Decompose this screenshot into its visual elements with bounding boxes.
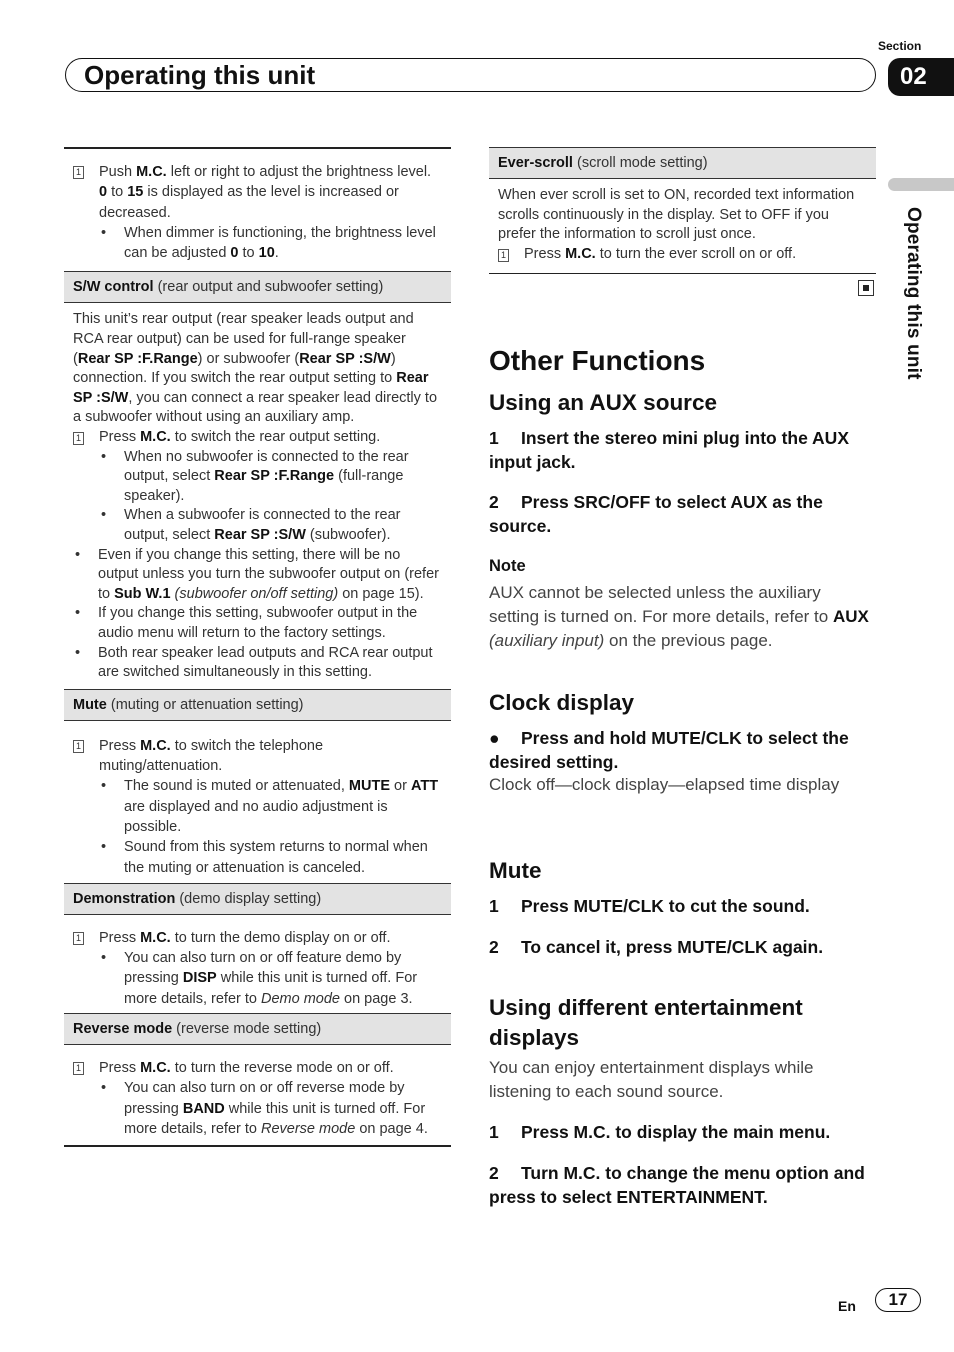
aux-step-1: 1 Insert the stereo mini plug into the AUX input jack.	[489, 428, 849, 472]
list-item: • When no subwoofer is connected to the rear output, select Rear SP :F.Range (full-range speaker).	[99, 448, 442, 507]
bullet-icon: ●	[489, 728, 500, 748]
entertainment-step-2: 2 Turn M.C. to change the menu option and press to select ENTERTAINMENT.	[489, 1163, 865, 1207]
mute-step-2: 2 To cancel it, press MUTE/CLK again.	[489, 937, 824, 957]
language-label: En	[838, 1298, 856, 1314]
list-item: • You can also turn on or off feature demo by pressing DISP while this unit is turned off. For more details, refer to Demo mode on page 3.	[99, 948, 442, 1009]
step-number: 1	[73, 432, 84, 445]
side-tab-label: Operating this unit	[903, 207, 924, 380]
step-number: 1	[73, 1062, 84, 1075]
list-item: • When a subwoofer is connected to the rear output, select Rear SP :S/W (subwoofer).	[99, 506, 442, 545]
demonstration-body: 1 Press M.C. to turn the demo display on or off. • You can also turn on or off feature demo by pressing DISP while this unit is turned off. For more details, refer to Demo mode on page 3.	[64, 915, 451, 1013]
mute-step-1: 1 Press MUTE/CLK to cut the sound.	[489, 896, 810, 916]
list-item: • Both rear speaker lead outputs and RCA rear output are switched simultaneously in this setting.	[73, 644, 442, 683]
left-column	[64, 147, 451, 1147]
list-item: • The sound is muted or attenuated, MUTE or ATT are displayed and no audio adjustment is possible.	[99, 776, 442, 837]
section-label: Section	[878, 39, 922, 53]
sw-control-body: This unit’s rear output (rear speaker leads output and RCA rear output) can be used for full-range speaker (Rear SP :F.Range) or subwoofer (Rear SP :S/W) connection. If you switch the rear output setting to Rear SP :S/W, you can connect a rear speaker lead directly to a subwoofer without using an auxiliary amp. 1 Press M.C. to switch the rear output setting. • When no subwoofer is connected to the rear output, select Rear SP :F.Range (full-range speaker). • When a subwoofer is connected to the rear output, select Rear SP :S/W (subwoofer). • Even if you change this setting, there will be no output unless you turn the subwoofer output on (refer to Sub W.1 (subwoofer on/off setting) on page 15). • If you change this setting, subwoofer output in the audio menu will return to the factory settings. • Both rear speaker lead outputs and RCA rear output are switched simultaneously in this setting.	[64, 303, 451, 688]
reverse-mode-body: 1 Press M.C. to turn the reverse mode on or off. • You can also turn on or off reverse mode by pressing BAND while this unit is turned off. For more details, refer to Reverse mode on page 4.	[64, 1045, 451, 1145]
list-item: • You can also turn on or off reverse mode by pressing BAND while this unit is turned off. For more details, refer to Reverse mode on page 4.	[99, 1078, 442, 1139]
entertainment-step-1: 1 Press M.C. to display the main menu.	[489, 1122, 831, 1142]
aux-step-2: 2 Press SRC/OFF to select AUX as the source.	[489, 492, 823, 536]
entertainment-title: Using different entertainment displays	[489, 995, 803, 1050]
step-number: 1	[73, 740, 84, 753]
section-number-badge: 02	[888, 58, 954, 96]
list-item: • Even if you change this setting, there will be no output unless you turn the subwoofer output on (refer to Sub W.1 (subwoofer on/off setting) on page 15).	[73, 546, 442, 605]
other-functions-title: Other Functions	[489, 345, 706, 376]
aux-note-text: AUX cannot be selected unless the auxiliary setting is turned on. For more details, refer to AUX (auxiliary input) on the previous page.	[489, 583, 869, 650]
sw-control-heading: S/W control (rear output and subwoofer setting)	[64, 271, 451, 303]
note-heading: Note	[489, 557, 526, 575]
right-column	[489, 147, 876, 274]
step-number: 1	[73, 166, 84, 179]
brightness-step: 1 Push M.C. left or right to adjust the brightness level. 0 to 15 is displayed as the level is increased or decreased. • When dimmer is functioning, the brightness level can be adjusted 0 to 10.	[64, 149, 451, 269]
side-tab-marker	[888, 178, 954, 191]
clock-step: ● Press and hold MUTE/CLK to select the desired setting.	[489, 728, 849, 772]
divider	[489, 273, 876, 274]
entertainment-body: You can enjoy entertainment displays while listening to each sound source.	[489, 1058, 814, 1101]
ever-scroll-heading: Ever-scroll (scroll mode setting)	[489, 147, 876, 179]
clock-display-title: Clock display	[489, 690, 635, 715]
step-number: 1	[498, 249, 509, 262]
list-item: • Sound from this system returns to normal when the muting or attenuation is canceled.	[99, 837, 442, 878]
list-item: • If you change this setting, subwoofer output in the audio menu will return to the factory settings.	[73, 604, 442, 643]
page-title: Operating this unit	[84, 60, 316, 90]
aux-source-title: Using an AUX source	[489, 390, 717, 415]
mute-setting-body: 1 Press M.C. to switch the telephone muting/attenuation. • The sound is muted or attenuated, MUTE or ATT are displayed and no audio adjustment is possible. • Sound from this system returns to normal when the muting or attenuation is canceled.	[64, 721, 451, 883]
page-number: 17	[875, 1288, 921, 1312]
ever-scroll-body: When ever scroll is set to ON, recorded text information scrolls continuously in the display. Set to OFF if you prefer the information to scroll just once. 1 Press M.C. to turn the ever scroll on or off.	[498, 187, 855, 262]
mute-setting-heading: Mute (muting or attenuation setting)	[64, 689, 451, 721]
divider	[64, 1145, 451, 1147]
list-item: • When dimmer is functioning, the brightness level can be adjusted 0 to 10.	[99, 223, 442, 264]
step-number: 1	[73, 932, 84, 945]
clock-body: Clock off—clock display—elapsed time display	[489, 775, 840, 794]
section-end-mark	[858, 280, 874, 296]
demonstration-heading: Demonstration (demo display setting)	[64, 883, 451, 915]
reverse-mode-heading: Reverse mode (reverse mode setting)	[64, 1013, 451, 1045]
mute-title: Mute	[489, 858, 542, 883]
